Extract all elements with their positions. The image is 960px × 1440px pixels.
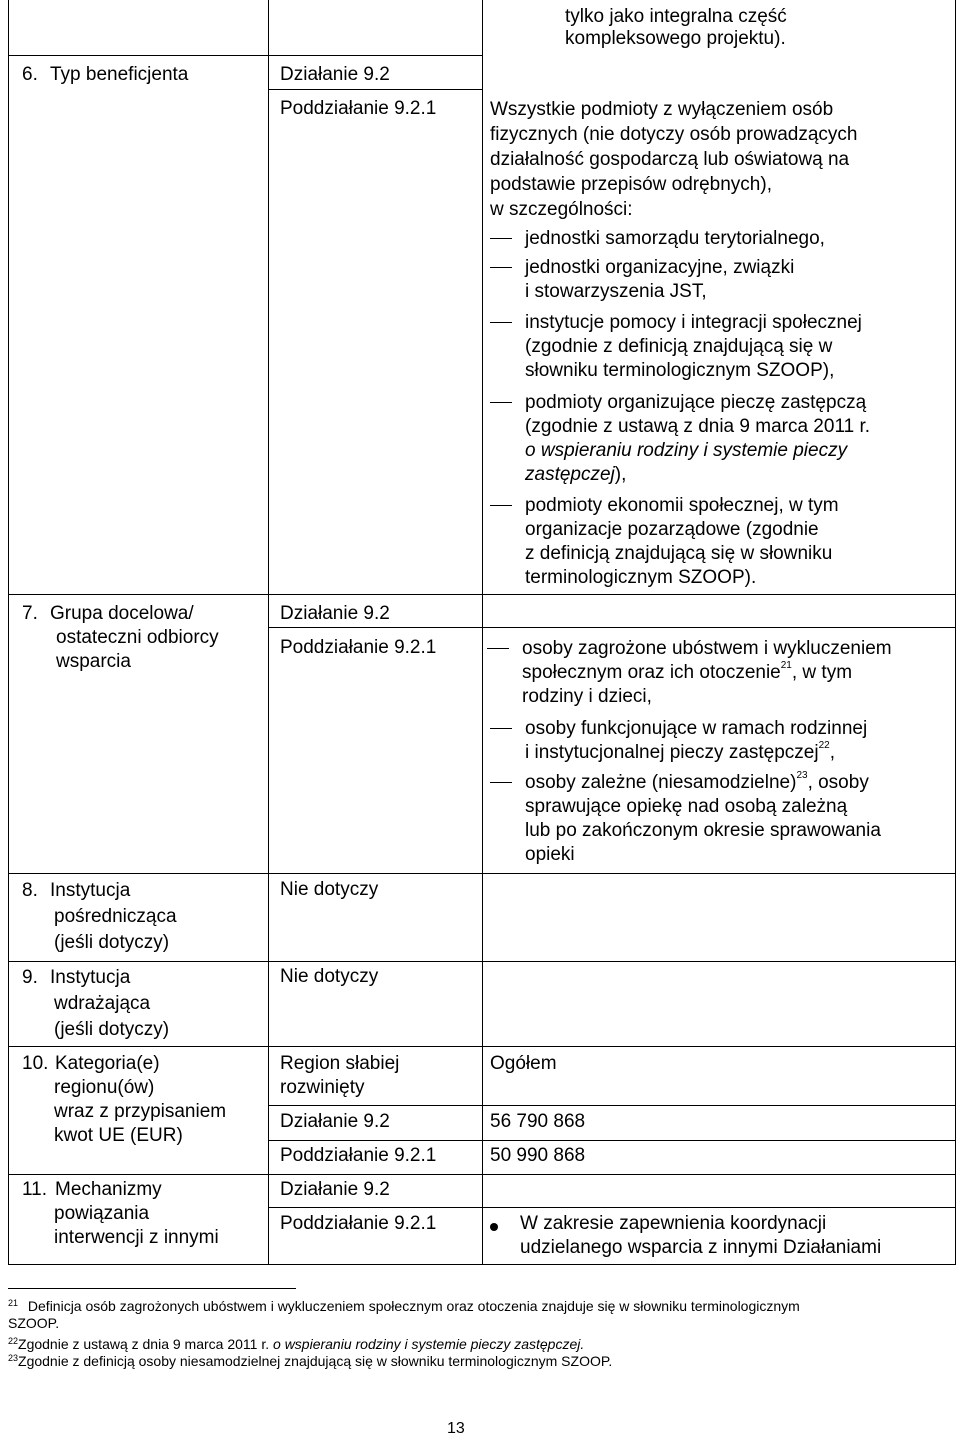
item-text: słowniku terminologicznym SZOOP), bbox=[525, 360, 835, 381]
footnote-22 bbox=[8, 1336, 952, 1353]
row11-title: powiązania bbox=[54, 1203, 150, 1224]
row11-bullet-text bbox=[520, 1212, 881, 1260]
row11-title: interwencji z innymi bbox=[54, 1227, 219, 1248]
table-border-left bbox=[8, 0, 9, 1265]
item-text: osoby zagrożone ubóstwem i wykluczeniem bbox=[522, 638, 892, 659]
bullet-line: W zakresie zapewnienia koordynacji bbox=[520, 1213, 827, 1234]
table-top-left-segment bbox=[8, 55, 482, 56]
footnote-separator bbox=[8, 1288, 296, 1289]
item-text: społecznym oraz ich otoczenie bbox=[522, 662, 781, 683]
row9-title: (jeśli dotyczy) bbox=[54, 1019, 170, 1040]
item-text: opieki bbox=[525, 844, 575, 865]
row10-title: Kategoria(e) bbox=[55, 1053, 160, 1074]
item-text: organizacje pozarządowe (zgodnie bbox=[525, 519, 819, 540]
row7-title: wsparcia bbox=[56, 651, 131, 672]
dash-marker bbox=[490, 238, 512, 239]
beneficiary-list-item bbox=[490, 311, 940, 383]
footnote-text: Definicja osób zagrożonych ubóstwem i wykluczeniem społecznym oraz otoczenia znajduje się w słowniku terminologicznym bbox=[27, 1298, 800, 1314]
row6-intro bbox=[490, 97, 950, 222]
row8-title: pośrednicząca bbox=[54, 906, 177, 927]
dash-marker bbox=[487, 648, 509, 649]
item-text: i stowarzyszenia JST, bbox=[525, 281, 707, 302]
row10-inner-2 bbox=[268, 1140, 956, 1141]
item-text: osoby funkcjonujące w ramach rodzinnej bbox=[525, 718, 868, 739]
target-group-item bbox=[490, 717, 940, 765]
dash-marker bbox=[490, 322, 512, 323]
row-divider-9-10 bbox=[8, 1046, 956, 1047]
row6-measure: Działanie 9.2 bbox=[280, 64, 390, 85]
row8-label bbox=[22, 878, 262, 956]
row6-inner-1 bbox=[268, 89, 482, 90]
row9-label bbox=[22, 965, 262, 1043]
region-header bbox=[280, 1052, 399, 1100]
row6-intro-line: Wszystkie podmioty z wyłączeniem osób bbox=[490, 99, 834, 120]
row8-title: (jeśli dotyczy) bbox=[54, 932, 170, 953]
row7-number: 7. bbox=[22, 603, 38, 624]
row9-title: Instytucja bbox=[50, 967, 131, 988]
item-text: podmioty ekonomii społecznej, w tym bbox=[525, 495, 839, 516]
row10-measure: Działanie 9.2 bbox=[280, 1111, 390, 1132]
footnote-text-italic: o wspieraniu rodziny i systemie pieczy zastępczej. bbox=[273, 1336, 585, 1352]
item-text: rodziny i dzieci, bbox=[522, 686, 652, 707]
item-text: (zgodnie z ustawą z dnia 9 marca 2011 r. bbox=[525, 416, 871, 437]
target-group-item bbox=[490, 771, 940, 867]
item-text: i instytucjonalnej pieczy zastępczej bbox=[525, 742, 819, 763]
row11-number: 11. bbox=[22, 1179, 48, 1200]
item-text: jednostki organizacyjne, związki bbox=[525, 257, 795, 278]
footnote-ref[interactable]: 23 bbox=[796, 770, 808, 781]
item-text: ), bbox=[614, 464, 627, 485]
dash-marker bbox=[490, 728, 512, 729]
row6-intro-line: fizycznych (nie dotyczy osób prowadzących bbox=[490, 124, 858, 145]
item-text: (zgodnie z definicją znajdującą się w bbox=[525, 336, 833, 357]
row9-number: 9. bbox=[22, 967, 38, 988]
footnote-text: SZOOP. bbox=[8, 1315, 60, 1331]
total-header: Ogółem bbox=[490, 1053, 557, 1074]
item-text: , w tym bbox=[791, 662, 853, 683]
region-header-line: Region słabiej bbox=[280, 1053, 400, 1074]
dash-marker bbox=[490, 402, 512, 403]
item-text: podmioty organizujące pieczę zastępczą bbox=[525, 392, 867, 413]
col-divider-2 bbox=[482, 0, 483, 1265]
page-number: 13 bbox=[447, 1420, 465, 1437]
row7-title: ostateczni odbiorcy bbox=[56, 627, 219, 648]
table-border-right bbox=[955, 0, 956, 1265]
row6-label bbox=[22, 63, 262, 87]
row6-title: Typ beneficjenta bbox=[50, 64, 189, 85]
item-text: , osoby bbox=[807, 772, 869, 793]
row-divider-7-8 bbox=[8, 873, 956, 874]
item-text: jednostki samorządu terytorialnego, bbox=[525, 228, 825, 249]
item-text: sprawujące opiekę nad osobą zależną bbox=[525, 796, 848, 817]
footnote-text: Zgodnie z ustawą z dnia 9 marca 2011 r. bbox=[18, 1336, 274, 1352]
row7-measure: Działanie 9.2 bbox=[280, 603, 390, 624]
row7-inner-1 bbox=[268, 627, 956, 628]
footnote-ref[interactable]: 21 bbox=[780, 660, 792, 671]
row10-submeasure: Poddziałanie 9.2.1 bbox=[280, 1145, 437, 1166]
row11-submeasure: Poddziałanie 9.2.1 bbox=[280, 1213, 437, 1234]
bullet-line: udzielanego wsparcia z innymi Działaniami bbox=[520, 1237, 882, 1258]
row7-label bbox=[22, 602, 262, 674]
row8-title: Instytucja bbox=[50, 880, 131, 901]
row-divider-6-7 bbox=[8, 594, 956, 595]
row10-label bbox=[22, 1052, 262, 1148]
row10-number: 10. bbox=[22, 1053, 49, 1074]
row-divider-8-9 bbox=[8, 961, 956, 962]
footnote-number: 21 bbox=[8, 1298, 19, 1308]
beneficiary-list-item bbox=[490, 256, 940, 304]
target-group-item bbox=[487, 637, 942, 709]
continuation-text bbox=[565, 5, 787, 51]
row6-intro-line: podstawie przepisów odrębnych), bbox=[490, 174, 772, 195]
continuation-line-2: kompleksowego projektu). bbox=[565, 28, 786, 49]
row11-label bbox=[22, 1178, 262, 1250]
beneficiary-list-item bbox=[490, 227, 940, 251]
footnote-number: 22 bbox=[8, 1336, 19, 1346]
region-header-line: rozwinięty bbox=[280, 1077, 365, 1098]
row-divider-10-11 bbox=[8, 1174, 956, 1175]
bullet-marker bbox=[490, 1223, 498, 1231]
row9-value: Nie dotyczy bbox=[280, 966, 379, 987]
row10-submeasure-amount: 50 990 868 bbox=[490, 1145, 586, 1166]
row11-title: Mechanizmy bbox=[55, 1179, 162, 1200]
beneficiary-list-item bbox=[490, 494, 940, 590]
dash-marker bbox=[490, 782, 512, 783]
dash-marker bbox=[490, 505, 512, 506]
row11-inner-1 bbox=[268, 1207, 956, 1208]
item-text: osoby zależne (niesamodzielne) bbox=[525, 772, 797, 793]
beneficiary-list-item bbox=[490, 391, 940, 487]
item-text: instytucje pomocy i integracji społecznej bbox=[525, 312, 862, 333]
item-text: terminologicznym SZOOP). bbox=[525, 567, 757, 588]
item-text: z definicją znajdującą się w słowniku bbox=[525, 543, 833, 564]
row8-number: 8. bbox=[22, 880, 38, 901]
row8-value: Nie dotyczy bbox=[280, 879, 379, 900]
item-text: lub po zakończonym okresie sprawowania bbox=[525, 820, 881, 841]
footnote-number: 23 bbox=[8, 1353, 19, 1363]
row10-inner-1 bbox=[268, 1105, 956, 1106]
footnote-21 bbox=[8, 1298, 952, 1332]
dash-marker bbox=[490, 267, 512, 268]
item-text-italic: zastępczej bbox=[525, 464, 615, 485]
item-text: , bbox=[829, 742, 835, 763]
row6-number: 6. bbox=[22, 64, 38, 85]
footnote-ref[interactable]: 22 bbox=[818, 740, 830, 751]
row6-submeasure: Poddziałanie 9.2.1 bbox=[280, 98, 437, 119]
row6-intro-line: działalność gospodarczą lub oświatową na bbox=[490, 149, 850, 170]
row10-title: kwot UE (EUR) bbox=[54, 1125, 183, 1146]
footnote-23 bbox=[8, 1353, 952, 1370]
item-text-italic: o wspieraniu rodziny i systemie pieczy bbox=[525, 440, 848, 461]
row9-title: wdrażająca bbox=[54, 993, 151, 1014]
row10-measure-amount: 56 790 868 bbox=[490, 1111, 586, 1132]
row11-measure: Działanie 9.2 bbox=[280, 1179, 390, 1200]
col-divider-1 bbox=[268, 0, 269, 1265]
row6-intro-line: w szczególności: bbox=[490, 199, 633, 220]
row10-title: wraz z przypisaniem bbox=[54, 1101, 227, 1122]
footnote-text: Zgodnie z definicją osoby niesamodzielnej znajdującą się w słowniku terminologicznym SZOOP. bbox=[18, 1353, 613, 1369]
continuation-line-1: tylko jako integralna część bbox=[565, 6, 787, 27]
row7-submeasure: Poddziałanie 9.2.1 bbox=[280, 637, 437, 658]
row10-title: regionu(ów) bbox=[54, 1077, 155, 1098]
row7-title: Grupa docelowa/ bbox=[50, 603, 194, 624]
